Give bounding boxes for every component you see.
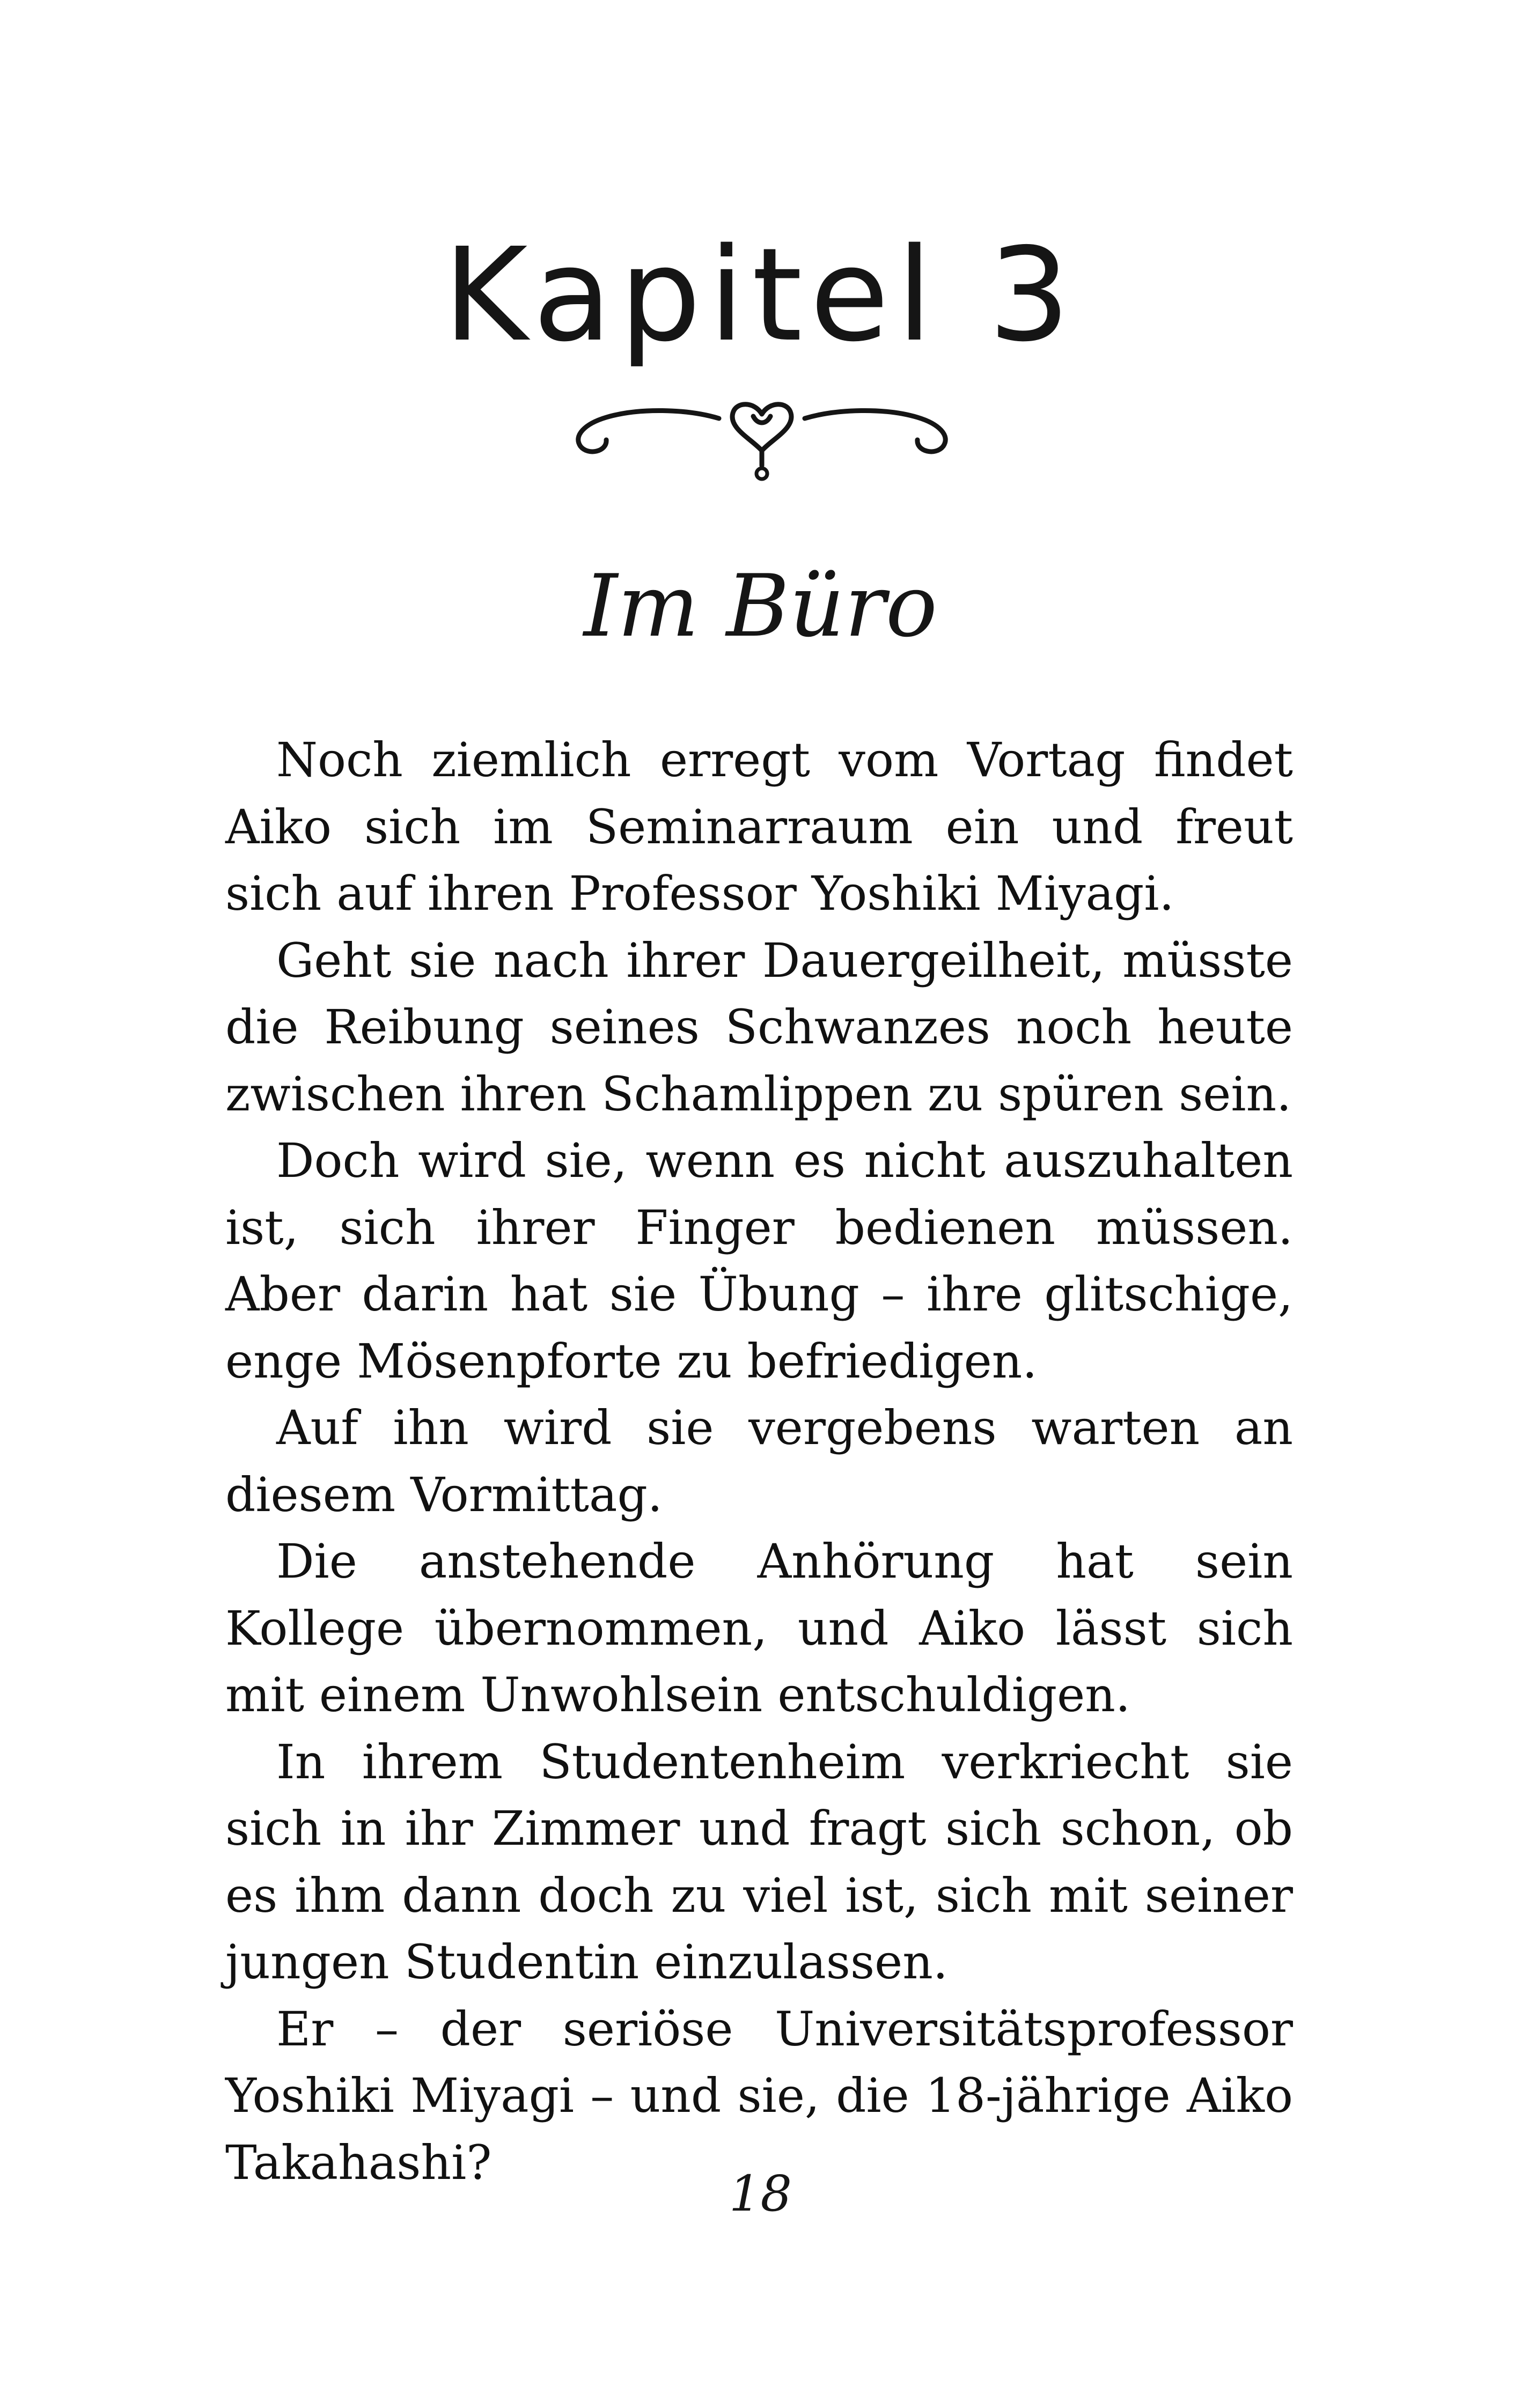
paragraph: Noch ziemlich erregt vom Vortag findet Aiko sich im Seminarraum ein und freut sich auf ihren Professor Yoshiki Miyagi. <box>225 732 1293 921</box>
page-number: 18 <box>729 2165 792 2222</box>
paragraph: Die anstehende Anhörung hat sein Kollege übernommen, und Aiko lässt sich mit einem Unwohlsein entschuldigen. <box>225 1534 1293 1722</box>
paragraph: Er – der seriöse Universitätsprofessor Yoshiki Miyagi – und sie, die 18-jährige Aiko Takahashi? <box>225 2001 1293 2190</box>
chapter-title: Kapitel 3 <box>443 220 1078 370</box>
heart-scroll-ornament-icon <box>558 386 966 488</box>
paragraph: Doch wird sie, wenn es nicht auszuhalten ist, sich ihrer Finger bedienen müssen. Aber darin hat sie Übung – ihre glitschige, enge Mösenpforte zu befriedigen. <box>225 1133 1293 1389</box>
paragraph: Auf ihn wird sie vergebens warten an diesem Vormittag. <box>225 1400 1293 1522</box>
body-text <box>225 727 1293 2196</box>
chapter-subtitle: Im Büro <box>583 556 938 656</box>
paragraph: Geht sie nach ihrer Dauergeilheit, müsste die Reibung seines Schwanzes noch heute zwischen ihren Schamlippen zu spüren sein. <box>225 932 1293 1122</box>
paragraph: In ihrem Studentenheim verkriecht sie sich in ihr Zimmer und fragt sich schon, ob es ihm dann doch zu viel ist, sich mit seiner jungen Studentin einzulassen. <box>225 1734 1293 1990</box>
